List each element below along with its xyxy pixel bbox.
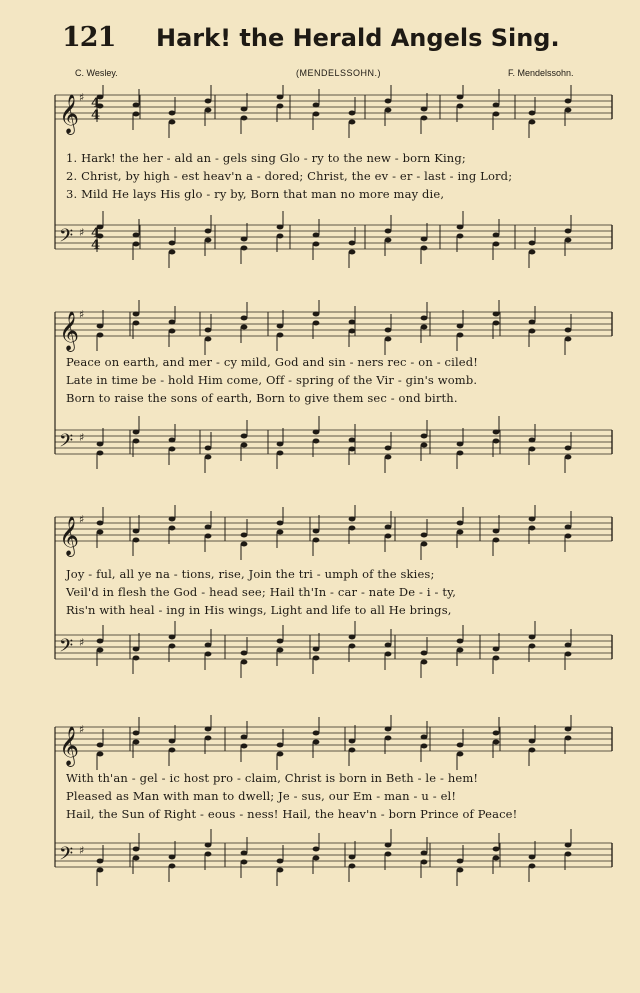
sharp-key-icon: ♯ (79, 308, 85, 321)
note-head (205, 643, 212, 648)
note-head (169, 855, 176, 860)
lyric-line: Ris'n with heal - ing in His wings, Light and life to all He brings, (66, 603, 452, 617)
note-head (385, 238, 392, 243)
note-head (205, 238, 212, 243)
note-head (133, 321, 140, 326)
note-head (97, 451, 104, 456)
note-head (349, 447, 356, 452)
time-signature: 4 (91, 96, 101, 111)
note-head (385, 852, 392, 857)
note-head (493, 321, 500, 326)
note-head (385, 229, 392, 234)
note-head (133, 647, 140, 652)
note-head (421, 851, 428, 856)
note-head (529, 111, 536, 116)
note-head (457, 95, 464, 100)
note-head (133, 430, 140, 435)
note-head (349, 635, 356, 640)
note-head (133, 112, 140, 117)
note-head (313, 847, 320, 852)
composer-credit: F. Mendelssohn. (508, 68, 574, 78)
note-head (565, 852, 572, 857)
note-head (205, 455, 212, 460)
note-head (493, 103, 500, 108)
note-head (169, 526, 176, 531)
note-head (385, 455, 392, 460)
sharp-key-icon: ♯ (79, 513, 85, 526)
note-head (169, 635, 176, 640)
note-head (385, 108, 392, 113)
note-head (565, 446, 572, 451)
lyric-line: Veil'd in flesh the God - head see; Hail th'In - car - nate De - i - ty, (66, 585, 457, 599)
note-head (277, 648, 284, 653)
note-head (241, 851, 248, 856)
note-head (529, 329, 536, 334)
note-head (205, 525, 212, 530)
bass-clef-icon: 𝄢 (59, 431, 74, 456)
note-head (529, 320, 536, 325)
note-head (421, 533, 428, 538)
note-head (349, 241, 356, 246)
note-head (313, 112, 320, 117)
note-head (277, 451, 284, 456)
treble-clef-icon: 𝄞 (59, 726, 80, 766)
lyric-line: With th'an - gel - ic host pro - claim, Christ is born in Beth - le - hem! (66, 771, 479, 785)
note-head (529, 635, 536, 640)
note-head (385, 736, 392, 741)
note-head (241, 246, 248, 251)
note-head (133, 439, 140, 444)
note-head (421, 735, 428, 740)
note-head (97, 521, 104, 526)
note-head (133, 242, 140, 247)
music-system-4 (0, 715, 640, 945)
note-head (277, 530, 284, 535)
note-head (241, 237, 248, 242)
note-head (565, 238, 572, 243)
note-head (421, 443, 428, 448)
note-head (97, 333, 104, 338)
note-head (205, 337, 212, 342)
time-signature: 4 (91, 108, 101, 123)
note-head (421, 316, 428, 321)
note-head (493, 439, 500, 444)
note-head (97, 324, 104, 329)
note-head (385, 843, 392, 848)
note-head (313, 430, 320, 435)
note-head (241, 316, 248, 321)
hymn-title: Hark! the Herald Angels Sing. (156, 24, 560, 52)
note-head (565, 455, 572, 460)
sharp-key-icon: ♯ (79, 226, 85, 239)
note-head (421, 116, 428, 121)
sharp-key-icon: ♯ (79, 723, 85, 736)
note-head (205, 328, 212, 333)
note-head (277, 333, 284, 338)
note-head (349, 644, 356, 649)
note-head (457, 521, 464, 526)
note-head (277, 324, 284, 329)
note-head (349, 864, 356, 869)
note-head (169, 447, 176, 452)
note-head (97, 639, 104, 644)
note-head (277, 743, 284, 748)
note-head (529, 447, 536, 452)
tune-name: (MENDELSSOHN.) (296, 68, 382, 78)
note-head (241, 651, 248, 656)
note-head (241, 735, 248, 740)
note-head (133, 233, 140, 238)
note-head (349, 517, 356, 522)
note-head (133, 538, 140, 543)
note-head (133, 656, 140, 661)
lyric-line: Peace on earth, and mer - cy mild, God and sin - ners rec - on - ciled! (66, 355, 479, 369)
lyric-line: 2. Christ, by high - est heav'n a - dored; Christ, the ev - er - last - ing Lord; (66, 169, 513, 183)
note-head (565, 534, 572, 539)
note-head (313, 439, 320, 444)
author-credit: C. Wesley. (75, 68, 118, 78)
credits-line (0, 68, 640, 84)
note-head (457, 451, 464, 456)
note-head (493, 538, 500, 543)
note-head (385, 337, 392, 342)
note-head (385, 328, 392, 333)
note-head (493, 856, 500, 861)
note-head (565, 525, 572, 530)
note-head (313, 312, 320, 317)
note-head (385, 727, 392, 732)
sharp-key-icon: ♯ (79, 844, 85, 857)
bass-clef-icon: 𝄢 (59, 636, 74, 661)
note-head (277, 95, 284, 100)
hymn-header (0, 22, 640, 62)
note-head (241, 660, 248, 665)
note-head (529, 438, 536, 443)
note-head (565, 99, 572, 104)
note-head (349, 250, 356, 255)
note-head (493, 312, 500, 317)
note-head (493, 233, 500, 238)
sharp-key-icon: ♯ (79, 636, 85, 649)
note-head (169, 250, 176, 255)
note-head (457, 225, 464, 230)
note-head (493, 647, 500, 652)
note-head (493, 731, 500, 736)
note-head (241, 443, 248, 448)
note-head (169, 517, 176, 522)
note-head (565, 727, 572, 732)
lyric-line: 1. Hark! the her - ald an - gels sing Glo - ry to the new - born King; (66, 151, 466, 165)
note-head (97, 530, 104, 535)
sharp-key-icon: ♯ (79, 431, 85, 444)
note-head (97, 752, 104, 757)
note-head (349, 748, 356, 753)
note-head (529, 120, 536, 125)
note-head (205, 852, 212, 857)
note-head (349, 120, 356, 125)
note-head (97, 868, 104, 873)
music-system-2 (0, 300, 640, 530)
bass-clef-icon: 𝄢 (59, 844, 74, 869)
music-system-1 (0, 85, 640, 315)
note-head (493, 529, 500, 534)
note-head (493, 847, 500, 852)
treble-clef-icon: 𝄞 (59, 516, 80, 556)
note-head (421, 744, 428, 749)
note-head (565, 643, 572, 648)
note-head (277, 104, 284, 109)
note-head (169, 739, 176, 744)
lyric-line: Born to raise the sons of earth, Born to give them sec - ond birth. (66, 391, 458, 405)
note-head (565, 229, 572, 234)
note-head (421, 246, 428, 251)
note-head (565, 843, 572, 848)
time-signature: 4 (91, 238, 101, 253)
note-head (169, 864, 176, 869)
note-head (457, 752, 464, 757)
note-head (133, 856, 140, 861)
note-head (349, 320, 356, 325)
note-head (241, 116, 248, 121)
note-head (457, 530, 464, 535)
note-head (169, 438, 176, 443)
note-head (349, 526, 356, 531)
note-head (565, 108, 572, 113)
note-head (565, 736, 572, 741)
note-head (457, 324, 464, 329)
note-head (277, 868, 284, 873)
note-head (421, 542, 428, 547)
note-head (313, 233, 320, 238)
note-head (277, 639, 284, 644)
note-head (349, 739, 356, 744)
note-head (493, 656, 500, 661)
lyric-line: 3. Mild He lays His glo - ry by, Born that man no more may die, (66, 187, 445, 201)
lyric-line: Pleased as Man with man to dwell; Je - sus, our Em - man - u - el! (66, 789, 457, 803)
note-head (277, 234, 284, 239)
note-head (529, 739, 536, 744)
note-head (313, 731, 320, 736)
note-head (169, 644, 176, 649)
note-head (169, 111, 176, 116)
note-head (205, 727, 212, 732)
note-head (241, 860, 248, 865)
note-head (205, 652, 212, 657)
note-head (529, 241, 536, 246)
note-head (241, 434, 248, 439)
time-signature: 4 (91, 226, 101, 241)
lyric-line: Hail, the Sun of Right - eous - ness! Hail, the heav'n - born Prince of Peace! (66, 807, 518, 821)
note-head (421, 107, 428, 112)
note-head (313, 103, 320, 108)
note-head (421, 660, 428, 665)
note-head (133, 312, 140, 317)
note-head (529, 644, 536, 649)
note-head (133, 529, 140, 534)
lyric-line: Late in time be - hold Him come, Off - spring of the Vir - gin's womb. (66, 373, 478, 387)
note-head (385, 652, 392, 657)
sharp-key-icon: ♯ (79, 91, 85, 104)
note-head (565, 652, 572, 657)
note-head (205, 108, 212, 113)
lyric-line: Joy - ful, all ye na - tions, rise, Join the tri - umph of the skies; (66, 567, 435, 581)
note-head (313, 321, 320, 326)
note-head (457, 868, 464, 873)
note-head (133, 731, 140, 736)
note-head (313, 647, 320, 652)
note-head (421, 434, 428, 439)
note-head (529, 864, 536, 869)
note-head (313, 740, 320, 745)
note-head (241, 744, 248, 749)
note-head (205, 843, 212, 848)
note-head (241, 533, 248, 538)
note-head (97, 743, 104, 748)
note-head (169, 329, 176, 334)
note-head (457, 743, 464, 748)
note-head (385, 99, 392, 104)
note-head (313, 538, 320, 543)
music-system-3 (0, 505, 640, 735)
note-head (385, 525, 392, 530)
note-head (457, 859, 464, 864)
treble-clef-icon: 𝄞 (59, 94, 80, 134)
note-head (241, 325, 248, 330)
note-head (241, 107, 248, 112)
note-head (97, 648, 104, 653)
note-head (385, 446, 392, 451)
note-head (493, 740, 500, 745)
note-head (529, 526, 536, 531)
note-head (529, 517, 536, 522)
note-head (457, 648, 464, 653)
note-head (565, 328, 572, 333)
note-head (313, 856, 320, 861)
note-head (493, 242, 500, 247)
note-head (457, 333, 464, 338)
note-head (205, 446, 212, 451)
note-head (529, 855, 536, 860)
note-head (277, 752, 284, 757)
note-head (313, 242, 320, 247)
note-head (205, 736, 212, 741)
note-head (457, 639, 464, 644)
note-head (421, 860, 428, 865)
note-head (457, 234, 464, 239)
note-head (313, 656, 320, 661)
note-head (493, 430, 500, 435)
note-head (349, 111, 356, 116)
note-head (385, 534, 392, 539)
note-head (349, 855, 356, 860)
note-head (421, 651, 428, 656)
note-head (169, 241, 176, 246)
note-head (421, 325, 428, 330)
note-head (205, 229, 212, 234)
note-head (133, 103, 140, 108)
note-head (277, 442, 284, 447)
note-head (97, 859, 104, 864)
note-head (97, 442, 104, 447)
note-head (169, 748, 176, 753)
note-head (277, 859, 284, 864)
treble-clef-icon: 𝄞 (59, 311, 80, 351)
note-head (565, 337, 572, 342)
note-head (457, 104, 464, 109)
note-head (133, 847, 140, 852)
note-head (349, 329, 356, 334)
note-head (385, 643, 392, 648)
note-head (421, 237, 428, 242)
note-head (169, 320, 176, 325)
note-head (529, 250, 536, 255)
note-head (277, 521, 284, 526)
note-head (349, 438, 356, 443)
staff-graphic (0, 85, 640, 285)
note-head (277, 225, 284, 230)
hymn-number: 121 (62, 22, 116, 53)
note-head (529, 748, 536, 753)
note-head (457, 442, 464, 447)
note-head (133, 740, 140, 745)
note-head (493, 112, 500, 117)
note-head (169, 120, 176, 125)
note-head (205, 99, 212, 104)
note-head (313, 529, 320, 534)
bass-clef-icon: 𝄢 (59, 226, 74, 251)
note-head (205, 534, 212, 539)
note-head (241, 542, 248, 547)
